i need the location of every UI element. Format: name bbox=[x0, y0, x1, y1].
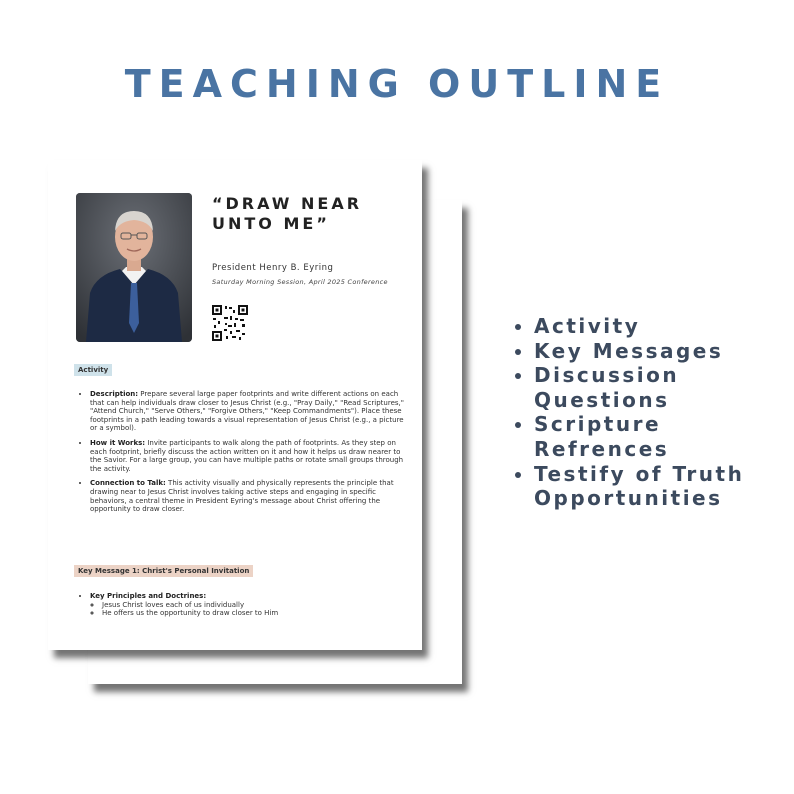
list-item: • Key Principles and Doctrines: ◦ Jesus Christ loves each of us individually ◦ He offers us the opportunity to draw closer to Him bbox=[90, 592, 410, 618]
outline-item-discussion-questions: • Discussion Questions bbox=[534, 363, 794, 412]
outline-item-key-messages: • Key Messages bbox=[534, 339, 794, 364]
outline-item-activity: • Activity bbox=[534, 314, 794, 339]
key-principles-list bbox=[76, 592, 410, 624]
sub-list-item: ◦ He offers us the opportunity to draw closer to Him bbox=[102, 609, 410, 618]
key-message-tag: Key Message 1: Christ's Personal Invitation bbox=[74, 565, 253, 577]
list-item: • How it Works: Invite participants to walk along the path of footprints. As they step on each footprint, briefly discuss the action written on it and how it helps us draw nearer to the Savior. For a large group, you can have multiple paths or rotate small groups through the activity. bbox=[90, 439, 410, 473]
activity-list bbox=[76, 390, 410, 520]
outline-item-scripture-references: • Scripture Refrences bbox=[534, 412, 794, 461]
activity-tag: Activity bbox=[74, 364, 112, 376]
talk-title: “DRAW NEAR UNTO ME” bbox=[212, 194, 363, 233]
sub-list-item: ◦ Jesus Christ loves each of us individually bbox=[102, 601, 410, 610]
list-item: • Description: Prepare several large paper footprints and write different actions on each that can help individuals draw closer to Jesus Christ (e.g., "Pray Daily," "Read Scriptures," "Attend Church," "Serve Others," "Forgive Others," "Keep Commandments"). Place these footprints in a path leading towards a visual representation of Jesus Christ (e.g., a picture or a symbol). bbox=[90, 390, 410, 433]
front-page bbox=[48, 160, 422, 650]
main-title: TEACHING OUTLINE bbox=[124, 62, 670, 106]
outline-item-testify: • Testify of Truth Opportunities bbox=[534, 462, 794, 511]
session-info: Saturday Morning Session, April 2025 Conference bbox=[212, 278, 388, 286]
speaker-photo bbox=[76, 193, 192, 342]
speaker-name: President Henry B. Eyring bbox=[212, 263, 334, 273]
list-item: • Connection to Talk: This activity visually and physically represents the principle that drawing near to Jesus Christ involves taking active steps and engaging in specific behaviors, a central theme in President Eyring's message about Christ offering the opportunity to draw closer. bbox=[90, 479, 410, 513]
outline-list bbox=[514, 314, 794, 511]
qr-code-icon bbox=[212, 305, 248, 341]
